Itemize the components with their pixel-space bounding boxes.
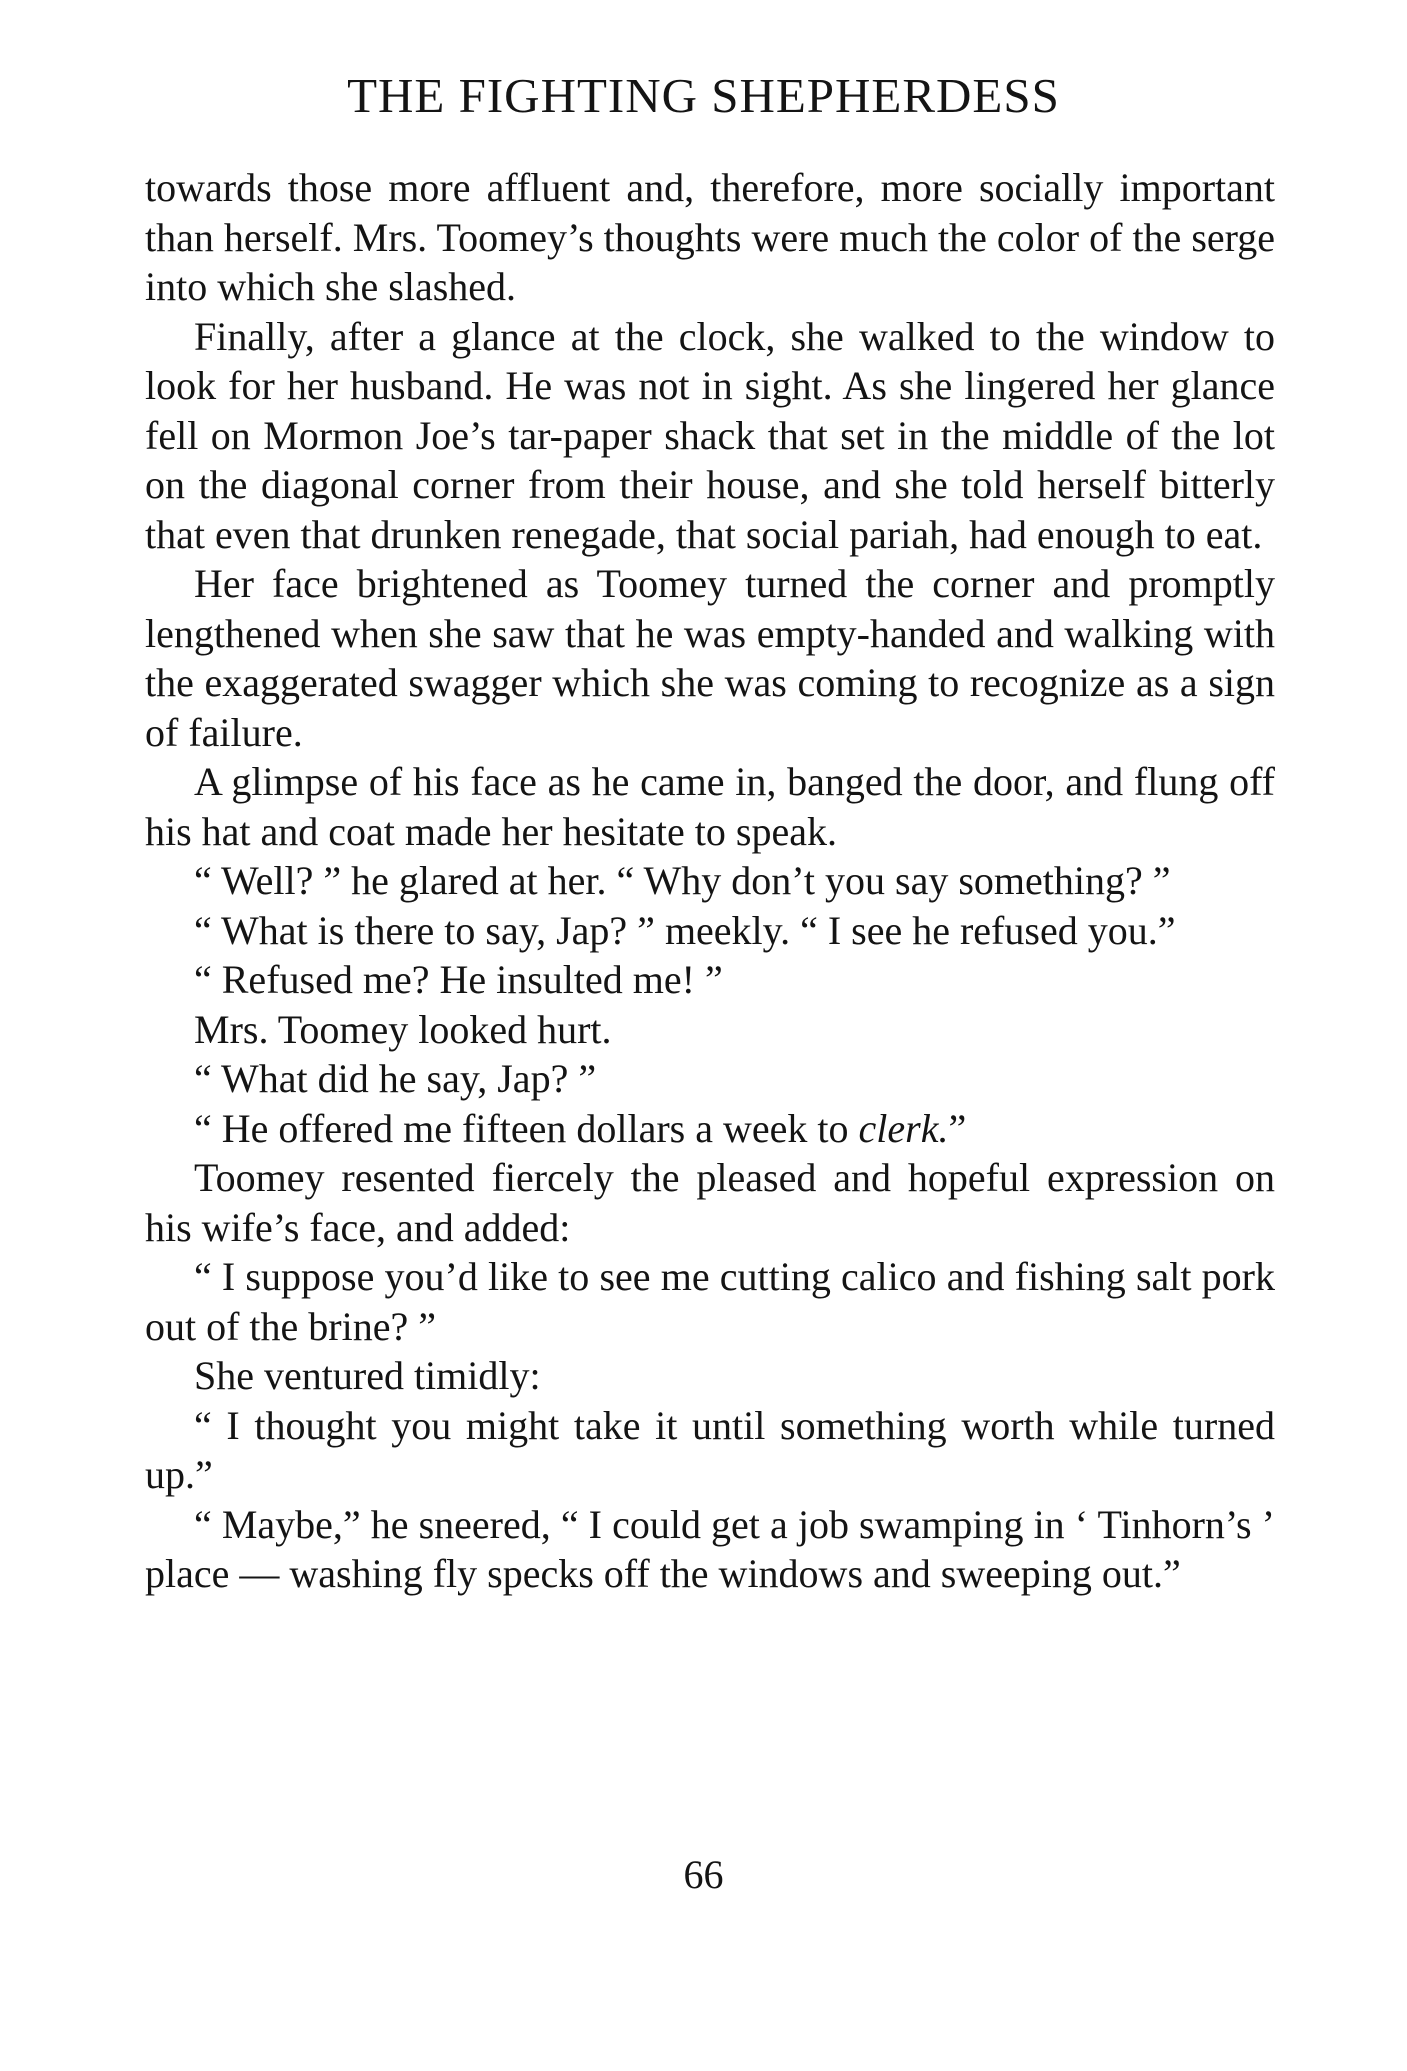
dialogue-clerk <box>145 1104 1275 1154</box>
clerk-line-after: ” <box>948 1105 967 1151</box>
dialogue-calico: “ I suppose you’d like to see me cutting calico and fishing salt pork out of the brine? ” <box>145 1254 1275 1349</box>
dialogue-refused: “ Refused me? He insulted me! ” <box>194 957 723 1002</box>
paragraph-resented: Toomey resented fiercely the pleased and hopeful expression on his wife’s face, and added: <box>145 1155 1275 1250</box>
clerk-word-italic: clerk. <box>858 1105 949 1151</box>
dialogue-well: “ Well? ” he glared at her. “ Why don’t you say something? ” <box>194 858 1171 903</box>
body-text <box>145 163 1275 1599</box>
narration-looked-hurt: Mrs. Toomey looked hurt. <box>194 1006 612 1052</box>
dialogue-take-it: “ I thought you might take it until something worth while turned up.” <box>145 1402 1275 1497</box>
page-number: 66 <box>683 1852 724 1897</box>
running-head: THE FIGHTING SHEPHERDESS <box>347 68 1060 123</box>
dialogue-what-did-he-say: “ What did he say, Jap? ” <box>194 1056 597 1101</box>
paragraph-glimpse: A glimpse of his face as he came in, banged the door, and flung off his hat and coat made her hesitate to speak. <box>145 759 1275 854</box>
paragraph-toomey-returns: Her face brightened as Toomey turned the corner and promptly lengthened when she saw that he was empty-handed and walking with the exaggerated swagger which she was coming to recognize as a sign of failure. <box>145 561 1275 755</box>
paragraph-continuation: towards those more affluent and, therefore, more socially important than herself. Mrs. Toomey’s thoughts were much the color of the serge into which she slashed. <box>145 165 1275 309</box>
narration-ventured: She ventured timidly: <box>194 1353 541 1398</box>
clerk-line-before: “ He offered me fifteen dollars a week to <box>194 1105 859 1151</box>
dialogue-swamping: “ Maybe,” he sneered, “ I could get a job swamping in ‘ Tinhorn’s ’ place — washing fly specks off the windows and sweeping out.” <box>145 1501 1275 1596</box>
dialogue-what-to-say: “ What is there to say, Jap? ” meekly. “ I see he refused you.” <box>194 907 1176 953</box>
paragraph-window: Finally, after a glance at the clock, she walked to the window to look for her husband. He was not in sight. As she lingered her glance fell on Mormon Joe’s tar-paper shack that set in the middle of the lot on the diagonal corner from their house, and she told herself bitterly that even that drunken renegade, that social pariah, had enough to eat. <box>145 313 1275 557</box>
